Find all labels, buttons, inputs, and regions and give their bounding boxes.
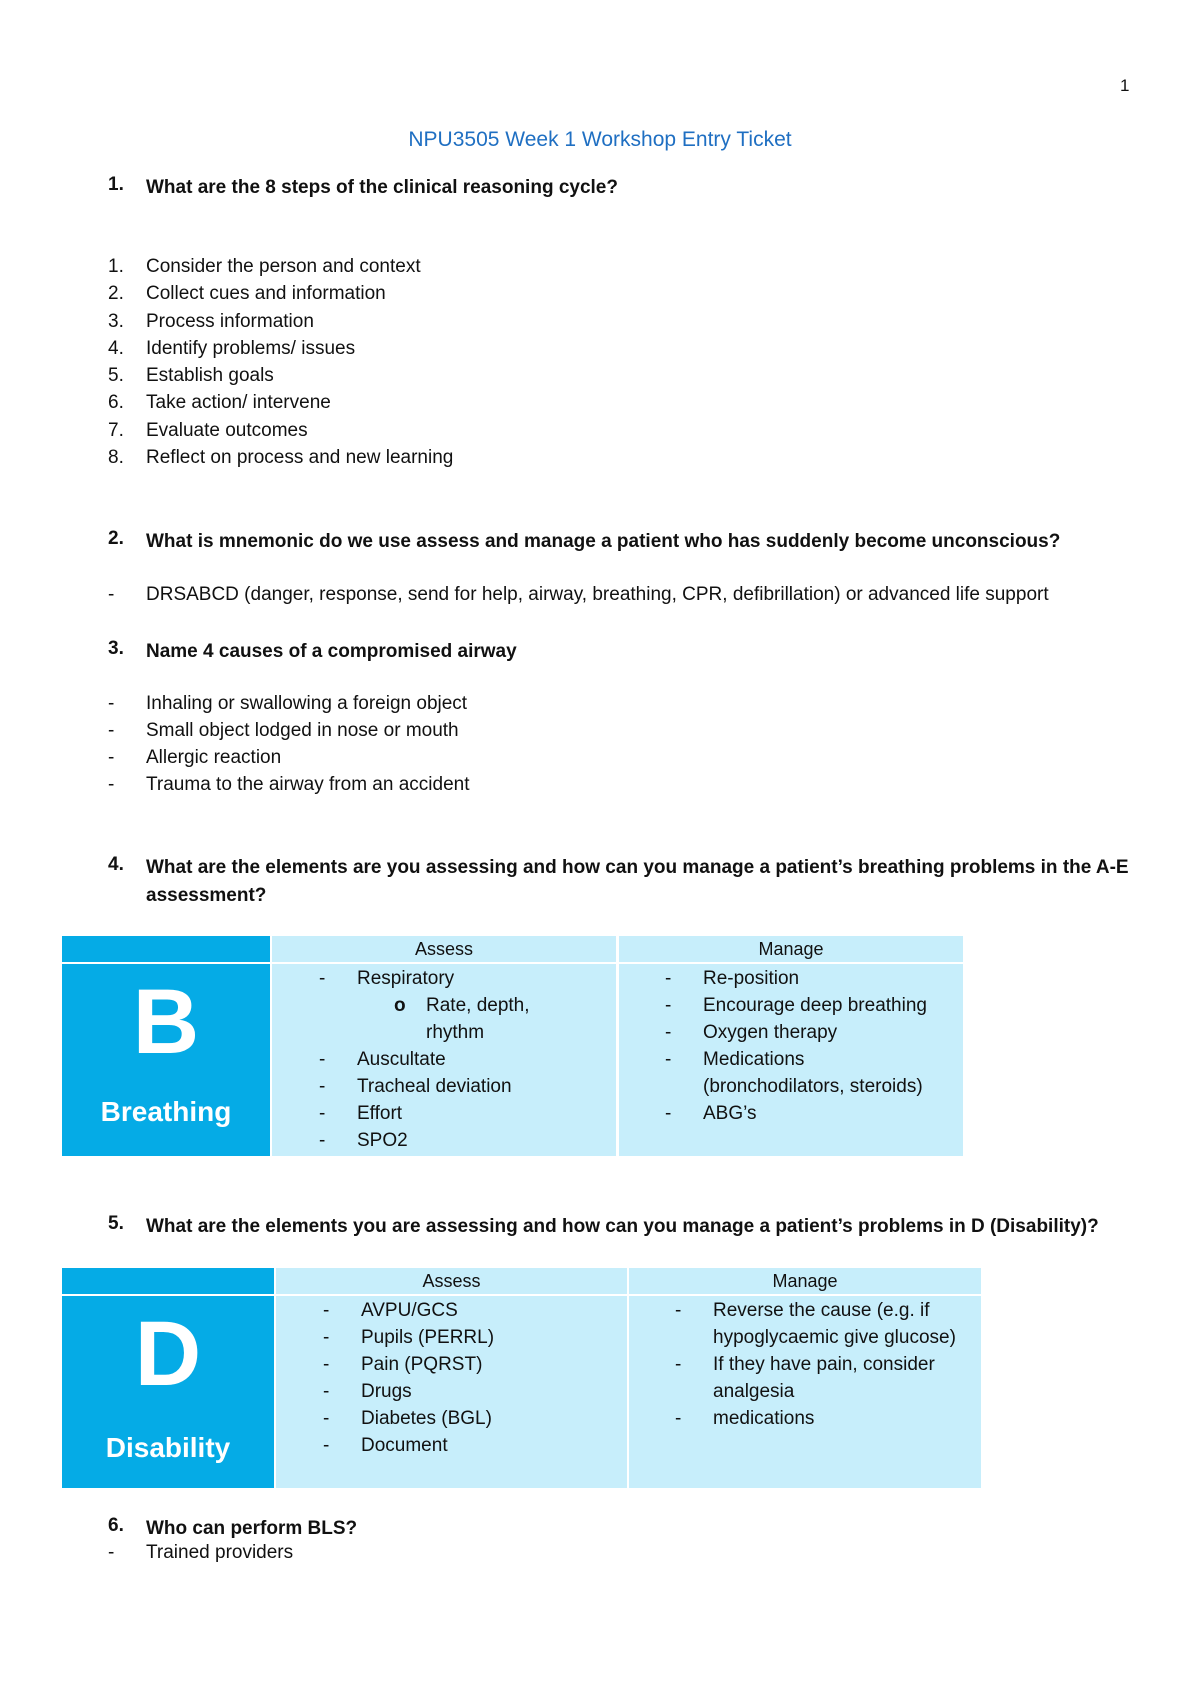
list-item: - ABG’s	[665, 1103, 757, 1124]
question-number: 1.	[108, 174, 124, 195]
answer-item: - Allergic reaction	[108, 747, 282, 768]
question-text: What is mnemonic do we use assess and manage a patient who has suddenly become unconscious?	[146, 531, 1061, 552]
page-title: NPU3505 Week 1 Workshop Entry Ticket	[408, 128, 792, 151]
list-item: 6. Take action/ intervene	[108, 392, 331, 413]
breathing-block	[62, 964, 270, 1156]
table-header-blank	[62, 936, 270, 962]
list-item: - Drugs	[323, 1381, 412, 1402]
question-text: What are the 8 steps of the clinical reasoning cycle?	[146, 177, 618, 198]
list-item: 5. Establish goals	[108, 365, 274, 386]
block-letter: D	[134, 1303, 202, 1405]
list-item: analgesia	[713, 1381, 795, 1402]
assess-cell	[272, 964, 616, 1156]
list-item: - Auscultate	[319, 1049, 446, 1070]
list-item: - Encourage deep breathing	[665, 995, 927, 1016]
question-2	[108, 528, 1146, 556]
question-3	[108, 638, 1146, 666]
question-number: 5.	[108, 1213, 124, 1234]
answer-item: - Trained providers	[108, 1542, 294, 1563]
list-item: - Effort	[319, 1103, 403, 1124]
list-item: rhythm	[426, 1022, 485, 1043]
table-header-blank	[62, 1268, 274, 1294]
list-item: - If they have pain, consider	[675, 1354, 935, 1375]
question-text: What are the elements you are assessing and how can you manage a patient’s problems in D (Disability)?	[146, 1216, 1099, 1237]
question-number: 2.	[108, 528, 124, 549]
list-item: (bronchodilators, steroids)	[703, 1076, 923, 1097]
list-item: - Diabetes (BGL)	[323, 1408, 492, 1429]
answer-item: - DRSABCD (danger, response, send for help, airway, breathing, CPR, defibrillation) or advanced life support	[108, 584, 1049, 605]
block-word: Breathing	[100, 1096, 232, 1127]
list-item: - Reverse the cause (e.g. if	[675, 1300, 930, 1321]
list-item: 7. Evaluate outcomes	[108, 420, 308, 441]
question-number: 4.	[108, 854, 124, 875]
list-item: - Tracheal deviation	[319, 1076, 512, 1097]
list-item: - SPO2	[319, 1130, 408, 1151]
list-item: o Rate, depth,	[394, 995, 530, 1016]
list-item: 8. Reflect on process and new learning	[108, 447, 454, 468]
question-5	[108, 1213, 1146, 1241]
question-number: 3.	[108, 638, 124, 659]
manage-cell	[619, 964, 963, 1156]
page-number: 1	[1120, 76, 1130, 95]
list-item: 2. Collect cues and information	[108, 283, 386, 304]
list-item: - Oxygen therapy	[665, 1022, 838, 1043]
answer-item: - Inhaling or swallowing a foreign object	[108, 693, 468, 714]
list-item: 4. Identify problems/ issues	[108, 338, 356, 359]
list-item: 3. Process information	[108, 311, 314, 332]
assess-header: Assess	[272, 936, 616, 962]
list-item: - Pupils (PERRL)	[323, 1327, 495, 1348]
list-item: - AVPU/GCS	[323, 1300, 458, 1321]
list-item: - medications	[675, 1408, 815, 1429]
question-text: What are the elements are you assessing and how can you manage a patient’s breathing problems in the A-E assessment?	[146, 857, 1129, 906]
list-item: - Re-position	[665, 968, 800, 989]
question-text: Who can perform BLS?	[146, 1518, 358, 1539]
manage-header: Manage	[619, 936, 963, 962]
list-item: - Document	[323, 1435, 448, 1456]
assess-cell	[276, 1296, 627, 1488]
question-number: 6.	[108, 1515, 124, 1536]
block-letter: B	[132, 971, 200, 1073]
assess-header: Assess	[276, 1268, 627, 1294]
question-6	[108, 1515, 1146, 1543]
block-word: Disability	[105, 1432, 231, 1463]
answer-item: - Trauma to the airway from an accident	[108, 774, 470, 795]
list-item: - Medications	[665, 1049, 805, 1070]
manage-header: Manage	[629, 1268, 981, 1294]
list-item: - Respiratory	[319, 968, 455, 989]
list-item: 1. Consider the person and context	[108, 256, 421, 277]
list-item: hypoglycaemic give glucose)	[713, 1327, 956, 1348]
question-4	[108, 854, 1146, 909]
question-1	[108, 174, 1146, 202]
list-item: - Pain (PQRST)	[323, 1354, 483, 1375]
manage-cell	[629, 1296, 981, 1488]
disability-block	[62, 1296, 274, 1488]
answer-item: - Small object lodged in nose or mouth	[108, 720, 459, 741]
question-text: Name 4 causes of a compromised airway	[146, 641, 517, 662]
